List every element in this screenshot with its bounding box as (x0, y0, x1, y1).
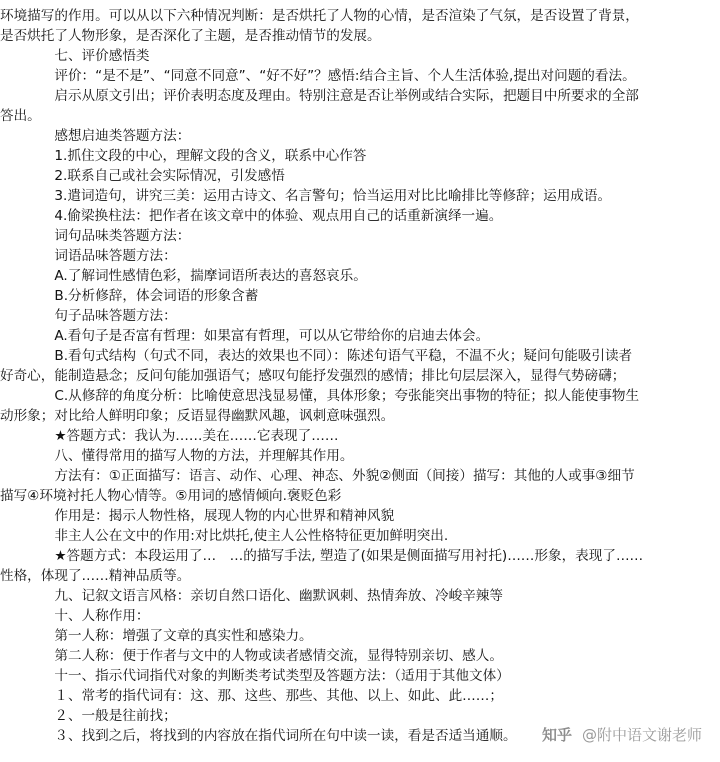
section-heading: 十一、指示代词指代对象的判断类考试类型及答题方法：（适用于其他文体） (0, 668, 510, 684)
text-line: ３、找到之后，将找到的内容放在指代词所在句中读一读，看是否适当通顺。 (0, 728, 517, 744)
text-line: B.分析修辞，体会词语的形象含蓄 (0, 288, 259, 304)
text-line: 启示从原文引出；评价表明态度及理由。特别注意是否让举例或结合实际，把题目中所要求的全部 (0, 88, 639, 104)
text-line: １、常考的指代词有：这、那、这些、那些、其他、以上、如此、此……； (0, 688, 503, 704)
text-line: 句子品味答题方法： (0, 308, 177, 324)
text-line: 第二人称：便于作者与文中的人物或读者感情交流，显得特别亲切、感人。 (0, 648, 503, 664)
watermark-author: @附中语文谢老师 (581, 726, 702, 744)
text-line: 答出。 (0, 108, 41, 124)
text-line: 环境描写的作用。可以从以下六种情况判断：是否烘托了人物的心情，是否渲染了气氛，是否设置了背景， (0, 8, 639, 24)
text-line: ★答题方式：本段运用了… …的描写手法, 塑造了(如果是侧面描写用衬托)……形象，表现了…… (0, 548, 644, 564)
text-line: B.看句式结构（句式不同，表达的效果也不同）：陈述句语气平稳，不温不火；疑问句能吸引读者 (0, 348, 633, 364)
section-heading: 八、懂得常用的描写人物的方法，并理解其作用。 (0, 448, 354, 464)
text-line: 性格，体现了……精神品质等。 (0, 568, 191, 584)
text-line: 1.抓住文段的中心，理解文段的含义，联系中心作答 (0, 148, 367, 164)
text-line: 好奇心，能制造悬念；反问句能加强语气；感叹句能抒发强烈的感情；排比句层层深入，显得气势磅礴； (0, 368, 626, 384)
text-line: 3.遣词造句，讲究三美：运用古诗文、名言警句；恰当运用对比比喻排比等修辞；运用成语。 (0, 188, 612, 204)
text-line: ２、一般是往前找； (0, 708, 177, 724)
text-line: 动形象；对比给人鲜明印象；反语显得幽默风趣，讽刺意味强烈。 (0, 408, 395, 424)
text-line: 第一人称：增强了文章的真实性和感染力。 (0, 628, 313, 644)
text-line: 词句品味类答题方法： (0, 228, 191, 244)
text-line: 非主人公在文中的作用:对比烘托,使主人公性格特征更加鲜明突出. (0, 528, 449, 544)
text-line: 评价：“是不是”、“同意不同意”、“好不好”？感悟:结合主旨、个人生活体验,提出对问题的看法。 (0, 68, 636, 84)
text-line: 描写④环境衬托人物心情等。⑤用词的感情倾向.褒贬色彩 (0, 488, 342, 504)
text-line: 方法有：①正面描写：语言、动作、心理、神态、外貌②侧面（间接）描写：其他的人或事③细节 (0, 468, 635, 484)
text-line: 感想启迪类答题方法： (0, 128, 191, 144)
text-line: C.从修辞的角度分析：比喻使意思浅显易懂，具体形象；夸张能突出事物的特征；拟人能使事物生 (0, 388, 640, 404)
zhihu-watermark (542, 724, 702, 745)
text-line: 作用是：揭示人物性格，展现人物的内心世界和精神风貌 (0, 508, 395, 524)
text-line: 是否烘托了人物形象，是否深化了主题，是否推动情节的发展。 (0, 28, 381, 44)
text-line: A.了解词性感情色彩，揣摩词语所表达的喜怒哀乐。 (0, 268, 367, 284)
zhihu-logo: 知乎 (541, 726, 572, 744)
text-line: ★答题方式：我认为……美在……它表现了…… (0, 428, 339, 444)
text-line: 词语品味答题方法： (0, 248, 177, 264)
text-line: A.看句子是否富有哲理：如果富有哲理，可以从它带给你的启迪去体会。 (0, 328, 490, 344)
section-heading: 十、人称作用： (0, 608, 150, 624)
text-line: 2.联系自己或社会实际情况，引发感悟 (0, 168, 285, 184)
section-heading: 九、记叙文语言风格：亲切自然口语化、幽默讽刺、热情奔放、冷峻辛辣等 (0, 588, 503, 604)
text-line: 4.偷梁换柱法：把作者在该文章中的体验、观点用自己的话重新演绎一遍。 (0, 208, 503, 224)
section-heading: 七、评价感悟类 (0, 48, 150, 64)
